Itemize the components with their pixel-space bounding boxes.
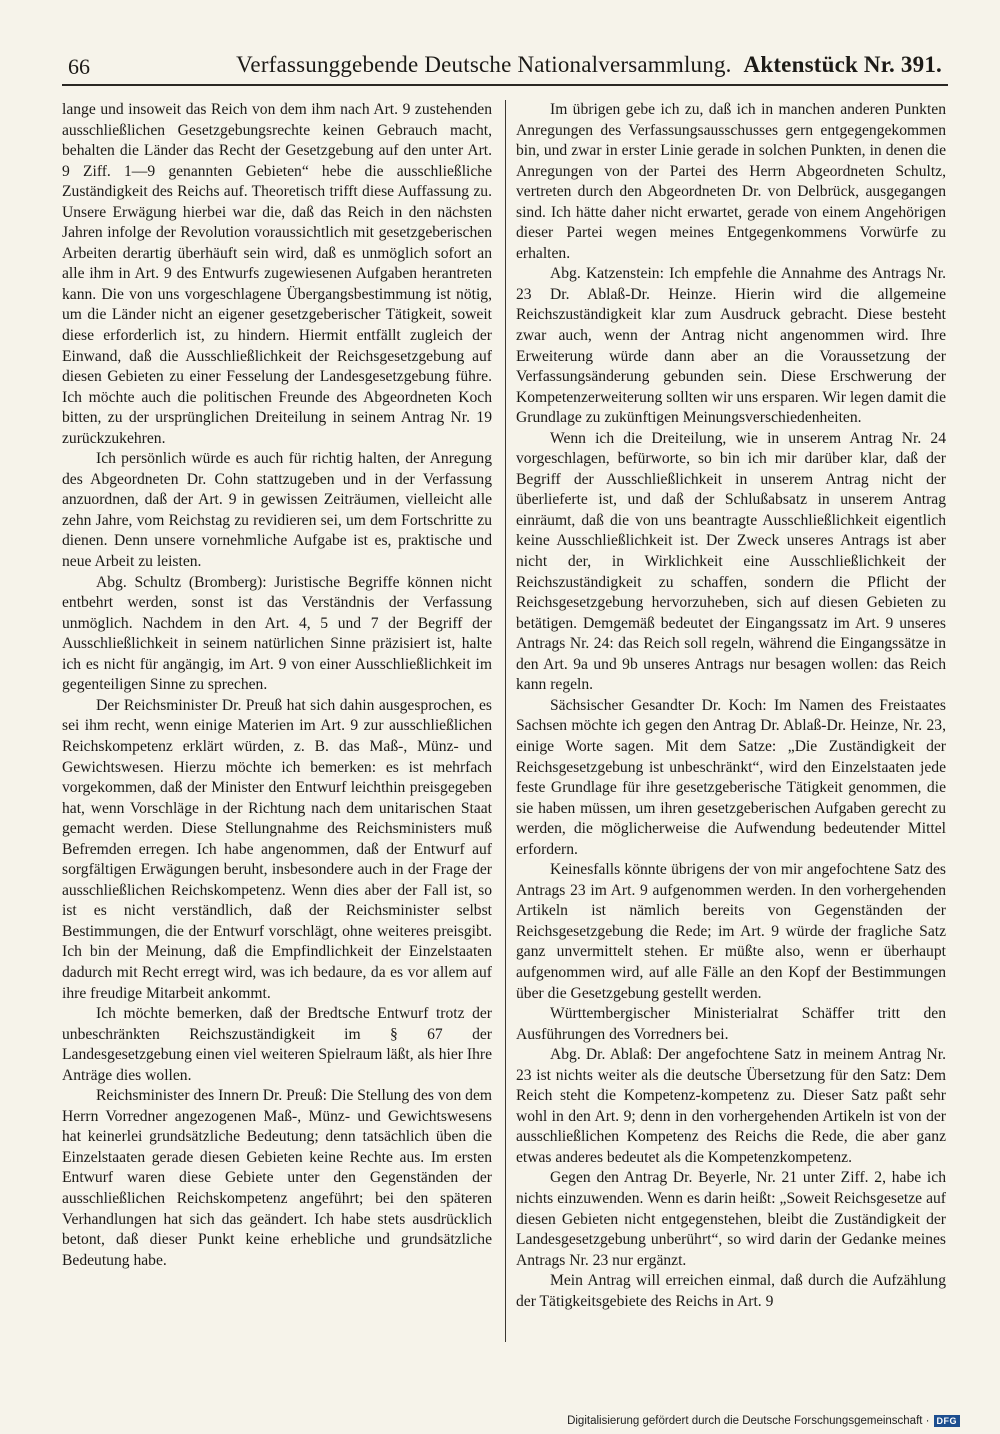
dfg-logo-icon: DFG (934, 1415, 961, 1427)
paragraph: Im übrigen gebe ich zu, daß ich in manchen anderen Punkten Anregungen des Verfassungsausschusses gern entgegengekommen bin, und zwar in erster Linie gerade in solchen Punkten, in denen die Anregungen von der Partei des Herrn Abgeordneten Schultz, vertreten durch den Abgeordneten Dr. von Delbrück, ausgegangen sind. Ich hätte daher nicht erwartet, gerade von einem Angehörigen dieser Partei wegen meines Entgegenkommens Vorwürfe zu erhalten. (516, 101, 946, 262)
left-column (62, 100, 492, 1350)
paragraph: Abg. Katzenstein: Ich empfehle die Annahme des Antrags Nr. 23 Dr. Ablaß-Dr. Heinze. Hierin wird die allgemeine Reichszuständigkeit klar zum Ausdruck gebracht. Diese besteht zwar auch, wenn der Antrag nicht angenommen wird. Ihre Erweiterung würde dann aber an die Voraussetzung der Verfassungsänderung gebunden sein. Diese Erschwerung der Kompetenzerweiterung sollten wir uns ersparen. Wir legen damit die Grundlage zu zukünftigen Meinungsverschiedenheiten. (516, 265, 946, 427)
paragraph: lange und insoweit das Reich von dem ihm nach Art. 9 zustehenden ausschließlichen Gesetzgebungsrechte keinen Gebrauch macht, behalten die Länder das Recht der Gesetzgebung auf den unter Art. 9 Ziff. 1—9 genannten Gebieten“ hebe die ausschließliche Zuständigkeit des Reichs auf. Theoretisch trifft diese Auffassung zu. Unsere Erwägung hierbei war die, daß das Reich in den nächsten Jahren infolge der Revolution voraussichtlich mit gesetzgeberischen Arbeiten derartig überhäuft sein wird, daß es unmöglich sofort an alle ihm in Art. 9 des Entwurfs zugewiesenen Aufgaben herantreten kann. Die von uns vorgeschlagene Übergangsbestimmung ist nötig, um die Länder nicht an eigener gesetzgeberischer Tätigkeit, soweit diese erforderlich ist, zu hindern. Hiermit entfällt zugleich der Einwand, daß die Ausschließlichkeit der Reichsgesetzgebung auf diesen Gebieten zu einer Fesselung der Landesgesetzgebung führe. Ich möchte auch die politischen Freunde des Abgeordneten Koch bitten, zu der ursprünglichen Dreiteilung in seinem Antrag Nr. 19 zurückzukehren. (62, 101, 492, 447)
paragraph: Württembergischer Ministerialrat Schäffer tritt den Ausführungen des Vorredners bei. (516, 1005, 946, 1043)
paragraph: Reichsminister des Innern Dr. Preuß: Die Stellung des von dem Herrn Vorredner angezogenen Maß-, Münz- und Gewichtswesens hat keinerlei grundsätzliche Bedeutung; denn tatsächlich üben die Einzelstaaten gerade diesen Gebieten keine Rechte aus. Im ersten Entwurf waren diese Gebiete unter den Gegenständen der ausschließlichen Reichskompetenz angeführt; bei den späteren Verhandlungen hat sich das geändert. Ich habe stets ausdrücklich betont, daß dieser Punkt keine erhebliche und grundsätzliche Bedeutung habe. (62, 1087, 492, 1269)
paragraph: Gegen den Antrag Dr. Beyerle, Nr. 21 unter Ziff. 2, habe ich nichts einzuwenden. Wenn es darin heißt: „Soweit Reichsgesetze auf diesen Gebieten nicht entgegenstehen, bleibt die Zuständigkeit der Landesgesetzgebung unberührt“, so wird darin der Gedanke meines Antrags Nr. 23 nur ergänzt. (516, 1169, 946, 1269)
paragraph: Mein Antrag will erreichen einmal, daß durch die Aufzählung der Tätigkeitsgebiete des Reichs in Art. 9 (516, 1272, 946, 1310)
paragraph: Abg. Dr. Ablaß: Der angefochtene Satz in meinem Antrag Nr. 23 ist nichts weiter als die deutsche Übersetzung für den Satz: Dem Reich steht die Kompetenz-kompetenz zu. Dieser Satz paßt sehr wohl in den Art. 9; denn in den vorhergehenden Artikeln ist von der ausschließlichen Kompetenz des Reichs die Rede, die aber ganz etwas anderes bedeutet als die Kompetenzkompetenz. (516, 1046, 946, 1166)
page-number: 66 (68, 54, 90, 79)
paragraph: Abg. Schultz (Bromberg): Juristische Begriffe können nicht entbehrt werden, sonst ist das Verständnis der Verfassung unmöglich. Nachdem in den Art. 4, 5 und 7 der Begriff der Ausschließlichkeit in seinem natürlichen Sinne präzisiert ist, halte ich es nicht für angängig, im Art. 9 von einer Ausschließlichkeit im gegenteiligen Sinne zu sprechen. (62, 573, 492, 694)
paragraph: Der Reichsminister Dr. Preuß hat sich dahin ausgesprochen, es sei ihm recht, wenn einige Materien im Art. 9 zur ausschließlichen Reichskompetenz erklärt würden, z. B. das Maß-, Münz- und Gewichtswesen. Hierzu möchte ich bemerken: es ist mehrfach vorgekommen, daß der Minister den Entwurf leichthin preisgegeben hat, wenn Vorschläge in der Richtung nach dem unitarischen Staat gemacht werden. Diese Stellungnahme des Reichsministers muß Befremden erregen. Ich habe angenommen, daß der Entwurf auf sorgfältigen Erwägungen beruht, insbesondere auch in der Frage der ausschließlichen Reichskompetenz. Wenn dies aber der Fall ist, so ist es nicht verständlich, daß der Reichsminister selbst Bestimmungen, die der Entwurf vorschlägt, ohne weiteres preisgibt. Ich bin der Meinung, daß die Empfindlichkeit der Einzelstaaten dadurch mit Recht erregt wird, was ich bedaure, da es vor allem auf ihre freudige Mitarbeit ankommt. (62, 696, 492, 1002)
paragraph: Sächsischer Gesandter Dr. Koch: Im Namen des Freistaates Sachsen möchte ich gegen den Antrag Dr. Ablaß-Dr. Heinze, Nr. 23, einige Worte sagen. Mit dem Satze: „Die Zuständigkeit der Reichsgesetzgebung ist unbeschränkt“, wird den Einzelstaaten jede feste Grundlage für ihre gesetzgeberische Tätigkeit genommen, die sie haben müssen, um ihren gesetzgeberischen Aufgaben gerecht zu werden, die möglicherweise die Aufwendung bedeutender Mittel erfordern. (516, 696, 946, 858)
paragraph: Ich persönlich würde es auch für richtig halten, der Anregung des Abgeordneten Dr. Cohn stattzugeben und in der Verfassung anzuordnen, daß der Art. 9 in gewissen Zeiträumen, vielleicht alle zehn Jahre, vom Reichstag zu revidieren sei, um dem Fortschritte zu dienen. Denn unsere vornehmliche Aufgabe ist es, praktische und neue Arbeit zu leisten. (62, 450, 492, 571)
right-column (516, 100, 946, 1350)
page-header (62, 50, 948, 86)
footer (567, 1412, 960, 1430)
header-title: Verfassunggebende Deutsche Nationalversammlung. (236, 52, 732, 77)
paragraph: Wenn ich die Dreiteilung, wie in unserem Antrag Nr. 24 vorgeschlagen, befürworte, so bin ich mir darüber klar, daß der Begriff der Ausschließlichkeit in unserem Antrag nicht der überlieferte ist, und daß der Schlußabsatz in unserem Antrag einräumt, daß die von uns beantragte Ausschließlichkeit eigentlich keine Ausschließlichkeit ist. Der Zweck unseres Antrags ist aber nicht der, in Wirklichkeit eine Ausschließlichkeit der Reichszuständigkeit zu schaffen, sondern die Pflicht der Reichsgesetzgebung hervorzuheben, sich auf diesen Gebieten zu betätigen. Demgemäß bedeutet der Eingangssatz im Art. 9 unseres Antrags Nr. 24: das Reich soll regeln, während die Eingangssätze in den Art. 9a und 9b unseres Antrags nur besagen wollen: das Reich kann regeln. (516, 429, 946, 694)
footer-credit: Digitalisierung gefördert durch die Deutsche Forschungsgemeinschaft · (567, 1415, 930, 1427)
paragraph: Ich möchte bemerken, daß der Bredtsche Entwurf trotz der unbeschränkten Reichszuständigkeit im § 67 der Landesgesetzgebung einen viel weiteren Spielraum läßt, als hier Ihre Anträge dies wollen. (62, 1005, 492, 1084)
column-divider (505, 100, 506, 1342)
paragraph: Keinesfalls könnte übrigens der von mir angefochtene Satz des Antrags 23 im Art. 9 aufgenommen werden. In den vorhergehenden Artikeln ist nämlich bereits von Gegenständen der Reichsgesetzgebung die Rede; im Art. 9 würde der fragliche Satz ganz unvermittelt stehen. Er müßte also, wenn er überhaupt aufgenommen wird, auf alle Fälle an den Kopf der Bestimmungen über die Gesetzgebung gestellt werden. (516, 861, 946, 1002)
document-reference: Aktenstück Nr. 391. (743, 52, 942, 77)
running-title (236, 52, 942, 78)
